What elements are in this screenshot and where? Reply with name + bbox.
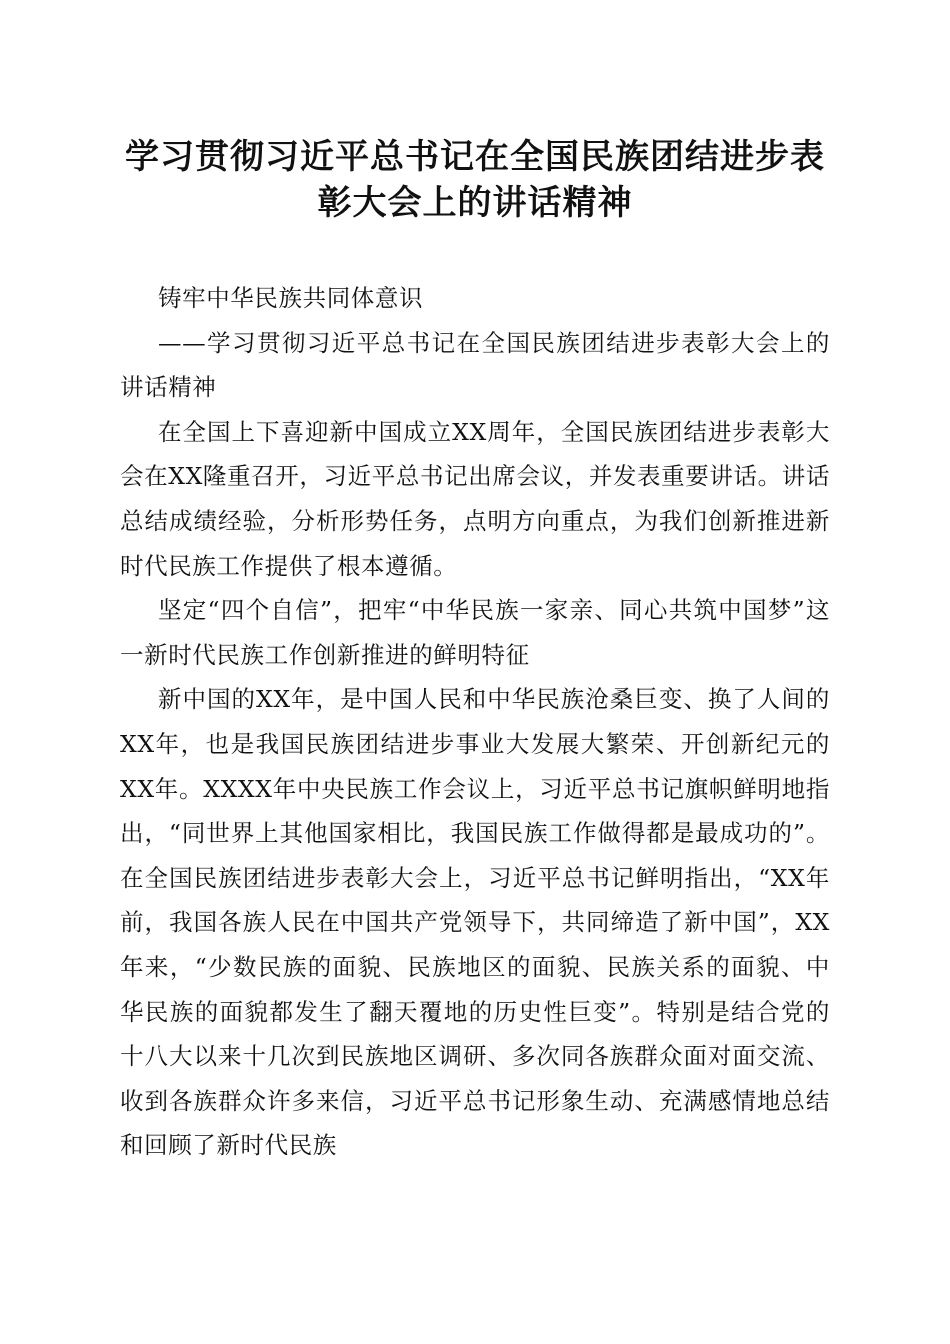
paragraph-intro: 在全国上下喜迎新中国成立XX周年，全国民族团结进步表彰大会在XX隆重召开，习近平总书记出席会议，并发表重要讲话。讲话总结成绩经验，分析形势任务，点明方向重点，为我们创新推进新时代民族工作提供了根本遵循。 [120,417,830,580]
subtitle-subheading: ——学习贯彻习近平总书记在全国民族团结进步表彰大会上的讲话精神 [120,328,830,402]
subtitle-heading: 铸牢中华民族共同体意识 [158,284,424,312]
title-line-2: 彰大会上的讲话精神 [317,183,633,223]
document-title [100,134,850,226]
paragraph-body: 新中国的XX年，是中国人民和中华民族沧桑巨变、换了人间的XX年，也是我国民族团结进步事业大发展大繁荣、开创新纪元的XX年。XXXX年中央民族工作会议上，习近平总书记旗帜鲜明地指出，“同世界上其他国家相比，我国民族工作做得都是最成功的”。在全国民族团结进步表彰大会上，习近平总书记鲜明指出，“XX年前，我国各族人民在中国共产党领导下，共同缔造了新中国”，XX年来，“少数民族的面貌、民族地区的面貌、民族关系的面貌、中华民族的面貌都发生了翻天覆地的历史性巨变”。特别是结合党的十八大以来十几次到民族地区调研、多次同各族群众面对面交流、收到各族群众许多来信，习近平总书记形象生动、充满感情地总结和回顾了新时代民族 [120,685,830,1160]
title-line-1: 学习贯彻习近平总书记在全国民族团结进步表 [125,137,825,177]
section-heading: 坚定“四个自信”，把牢“中华民族一家亲、同心共筑中国梦”这一新时代民族工作创新推进的鲜明特征 [120,596,830,669]
document-body [120,276,830,1168]
